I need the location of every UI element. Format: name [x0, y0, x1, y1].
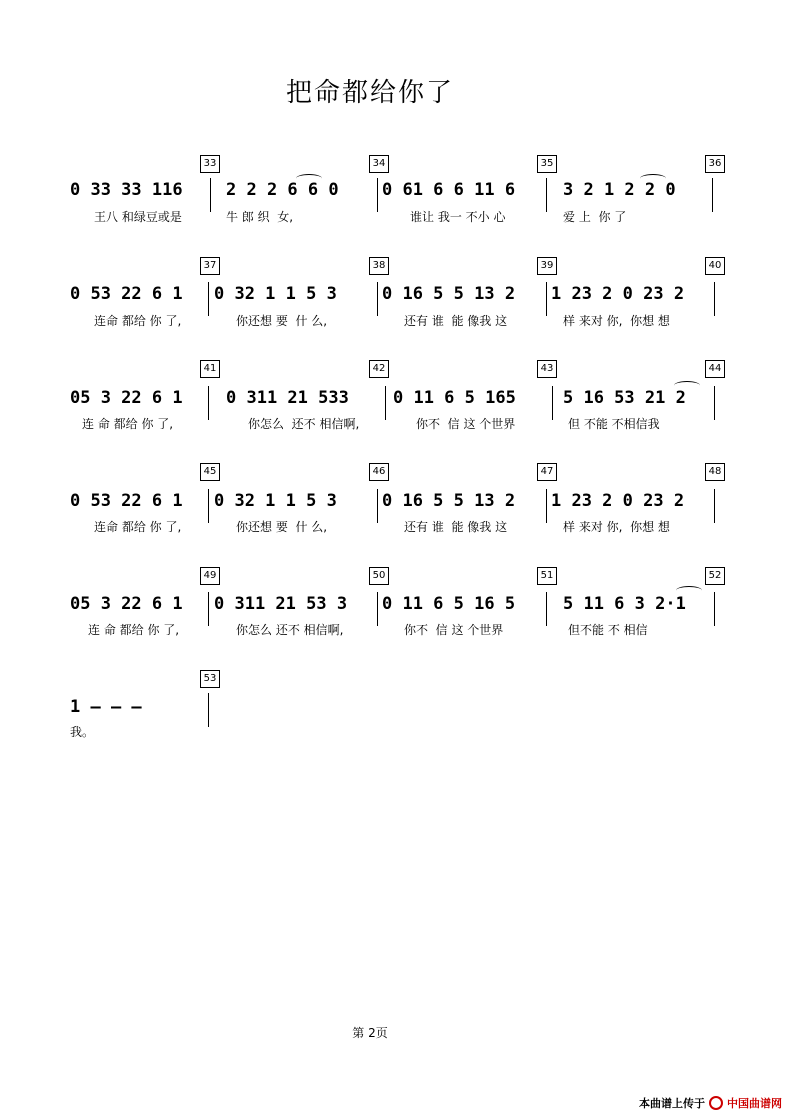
tie-mark: [296, 174, 322, 183]
measure-lyrics: 你还想 要 什 么,: [236, 520, 328, 534]
measure-number: 49: [200, 567, 220, 585]
barline: [546, 282, 547, 316]
measure-lyrics: 但不能 不 相信: [568, 623, 648, 637]
barline: [377, 592, 378, 626]
measure-lyrics: 你不 信 这 个世界: [416, 417, 516, 431]
measure-notes: 1 – – –: [70, 697, 142, 717]
measure-notes: 0 61 6 6 11 6: [382, 180, 516, 200]
measure-notes: 0 32 1 1 5 3: [214, 284, 337, 304]
score-system-6: [0, 665, 790, 755]
measure-number: 48: [705, 463, 725, 481]
barline: [714, 282, 715, 316]
measure-notes: 0 311 21 53 3: [214, 594, 348, 614]
measure-notes: 0 311 21 533: [226, 388, 349, 408]
measure-number: 36: [705, 155, 725, 173]
measure-notes: 0 53 22 6 1: [70, 284, 183, 304]
upload-text: 本曲谱上传于: [639, 1097, 705, 1110]
measure-number: 45: [200, 463, 220, 481]
barline: [552, 386, 553, 420]
measure-lyrics: 连 命 都给 你 了,: [88, 623, 180, 637]
measure-lyrics: 样 来对 你, 你想 想: [563, 520, 670, 534]
measure-lyrics: 爱 上 你 了: [563, 210, 627, 224]
barline: [208, 386, 209, 420]
measure-number: 37: [200, 257, 220, 275]
barline: [377, 489, 378, 523]
measure-lyrics: 你怎么 还不 相信啊,: [248, 417, 360, 431]
measure-number: 33: [200, 155, 220, 173]
barline: [377, 178, 378, 212]
barline: [546, 592, 547, 626]
measure-notes: 0 53 22 6 1: [70, 491, 183, 511]
measure-lyrics: 连命 都给 你 了,: [94, 520, 182, 534]
score-system-4: [0, 458, 790, 548]
measure-lyrics: 连命 都给 你 了,: [94, 314, 182, 328]
measure-number: 51: [537, 567, 557, 585]
measure-notes: 0 16 5 5 13 2: [382, 491, 516, 511]
measure-notes: 0 32 1 1 5 3: [214, 491, 337, 511]
measure-number: 43: [537, 360, 557, 378]
score-system-5: [0, 562, 790, 652]
barline: [546, 178, 547, 212]
barline: [712, 178, 713, 212]
measure-notes: 0 11 6 5 16 5: [382, 594, 516, 614]
measure-notes: 0 11 6 5 165: [393, 388, 516, 408]
measure-number: 40: [705, 257, 725, 275]
barline: [546, 489, 547, 523]
score-system-2: [0, 252, 790, 342]
measure-lyrics: 连 命 都给 你 了,: [82, 417, 174, 431]
tie-mark: [676, 586, 702, 595]
barline: [714, 386, 715, 420]
tie-mark: [674, 381, 700, 390]
measure-number: 52: [705, 567, 725, 585]
measure-notes: 5 16 53 21 2: [563, 388, 686, 408]
measure-lyrics: 我。: [70, 725, 95, 739]
measure-number: 50: [369, 567, 389, 585]
page-number: 第 2页: [352, 1026, 388, 1040]
measure-lyrics: 样 来对 你, 你想 想: [563, 314, 670, 328]
measure-lyrics: 但 不能 不相信我: [568, 417, 660, 431]
measure-number: 41: [200, 360, 220, 378]
footer-attribution: [639, 1095, 782, 1111]
measure-lyrics: 还有 谁 能 像我 这: [404, 520, 508, 534]
barline: [714, 592, 715, 626]
score-system-1: [0, 150, 790, 240]
measure-notes: 2 2 2 6 6 0: [226, 180, 339, 200]
measure-number: 42: [369, 360, 389, 378]
measure-notes: 5 11 6 3 2·1: [563, 594, 686, 614]
tie-mark: [640, 174, 666, 183]
barline: [208, 282, 209, 316]
measure-notes: 3 2 1 2 2 0: [563, 180, 676, 200]
measure-number: 44: [705, 360, 725, 378]
measure-lyrics: 还有 谁 能 像我 这: [404, 314, 508, 328]
barline: [208, 693, 209, 727]
measure-lyrics: 你怎么 还不 相信啊,: [236, 623, 344, 637]
measure-lyrics: 王八 和绿豆或是: [94, 210, 182, 224]
measure-notes: 1 23 2 0 23 2: [551, 284, 685, 304]
measure-notes: 05 3 22 6 1: [70, 388, 183, 408]
measure-notes: 1 23 2 0 23 2: [551, 491, 685, 511]
measure-number: 38: [369, 257, 389, 275]
site-name[interactable]: 中国曲谱网: [727, 1097, 782, 1110]
measure-lyrics: 谁让 我一 不小 心: [410, 210, 506, 224]
barline: [210, 178, 211, 212]
site-logo-icon: [709, 1096, 723, 1110]
measure-notes: 05 3 22 6 1: [70, 594, 183, 614]
page-title: 把命都给你了: [285, 78, 454, 108]
measure-number: 53: [200, 670, 220, 688]
barline: [208, 489, 209, 523]
measure-number: 47: [537, 463, 557, 481]
measure-number: 35: [537, 155, 557, 173]
measure-lyrics: 你还想 要 什 么,: [236, 314, 328, 328]
measure-number: 46: [369, 463, 389, 481]
measure-number: 34: [369, 155, 389, 173]
score-system-3: [0, 355, 790, 445]
measure-notes: 0 33 33 116: [70, 180, 183, 200]
barline: [385, 386, 386, 420]
measure-number: 39: [537, 257, 557, 275]
measure-lyrics: 牛 郎 织 女,: [226, 210, 294, 224]
measure-notes: 0 16 5 5 13 2: [382, 284, 516, 304]
barline: [208, 592, 209, 626]
barline: [377, 282, 378, 316]
measure-lyrics: 你不 信 这 个世界: [404, 623, 504, 637]
barline: [714, 489, 715, 523]
